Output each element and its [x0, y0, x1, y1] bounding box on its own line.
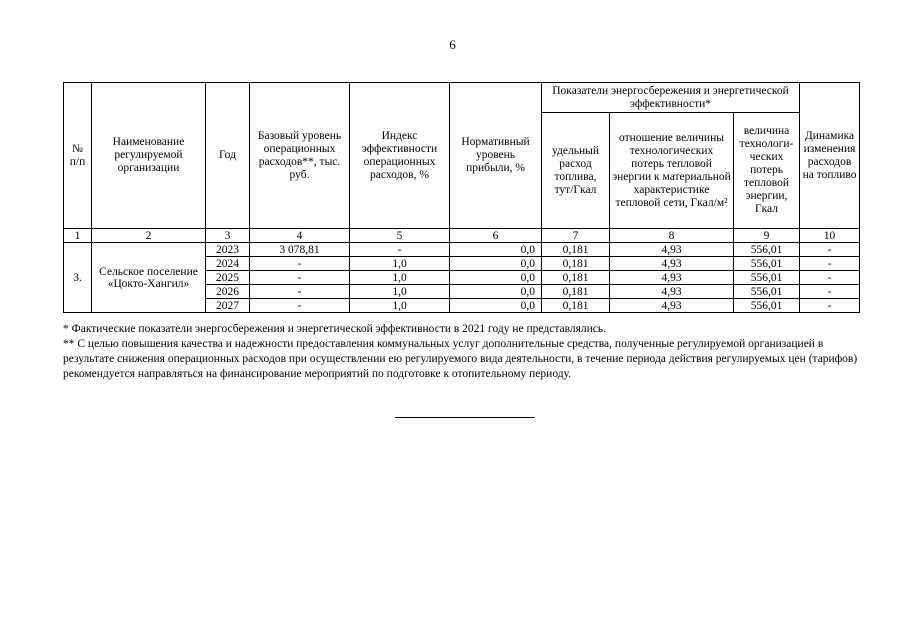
column-number: 1 [64, 229, 92, 243]
year-cell: 2027 [206, 299, 250, 313]
index-cell: 1,0 [350, 271, 450, 285]
dynamics-cell: - [800, 271, 860, 285]
losses-cell: 556,01 [734, 299, 800, 313]
column-number: 2 [92, 229, 206, 243]
footnote-operating-costs: ** С целью повышения качества и надежности предоставления коммунальных услуг дополнительные средства, полученные регулируемой организацией в результате снижения операционных расходов при осуществлении ею регулируемого вида деятельности, в течение периода действия регулируемых цен (тарифов) рекомендуется направляться на финансирование мероприятий по подготовке к отопительному периоду. [63, 338, 858, 380]
base-cell: - [250, 299, 350, 313]
dynamics-cell: - [800, 243, 860, 257]
footnotes [63, 322, 863, 382]
dynamics-cell: - [800, 285, 860, 299]
fuel-cell: 0,181 [542, 285, 610, 299]
column-number: 4 [250, 229, 350, 243]
index-cell: 1,0 [350, 257, 450, 271]
org-number: 3. [64, 243, 92, 313]
group-header: Показатели энергосбережения и энергетической эффективности* [542, 83, 800, 113]
base-cell: - [250, 285, 350, 299]
losses-cell: 556,01 [734, 257, 800, 271]
year-cell: 2025 [206, 271, 250, 285]
column-number: 5 [350, 229, 450, 243]
column-number: 9 [734, 229, 800, 243]
col-fuel-header: удельный расход топлива, тут/Гкал [542, 113, 610, 229]
tariff-table [63, 82, 860, 313]
index-cell: - [350, 243, 450, 257]
year-cell: 2023 [206, 243, 250, 257]
base-cell: - [250, 257, 350, 271]
base-cell: 3 078,81 [250, 243, 350, 257]
footnote-actual-indicators: * Фактические показатели энергосбережения и энергетической эффективности в 2021 году не представлялись. [63, 323, 607, 335]
dynamics-cell: - [800, 299, 860, 313]
col-org-header: Наименование регулируемой организации [92, 83, 206, 229]
page-number: 6 [449, 37, 456, 52]
column-number: 10 [800, 229, 860, 243]
losses-cell: 556,01 [734, 271, 800, 285]
losses-cell: 556,01 [734, 285, 800, 299]
ratio-cell: 4,93 [610, 271, 734, 285]
fuel-cell: 0,181 [542, 299, 610, 313]
losses-cell: 556,01 [734, 243, 800, 257]
ratio-cell: 4,93 [610, 285, 734, 299]
col-year-header: Год [206, 83, 250, 229]
ratio-cell: 4,93 [610, 243, 734, 257]
separator-line [395, 417, 535, 418]
index-cell: 1,0 [350, 285, 450, 299]
dynamics-cell: - [800, 257, 860, 271]
ratio-cell: 4,93 [610, 257, 734, 271]
column-number-row [64, 229, 860, 243]
header-row-1 [64, 83, 860, 113]
col-losses-header: величина технологи-ческих потерь тепловой энергии, Гкал [734, 113, 800, 229]
column-number: 6 [450, 229, 542, 243]
fuel-cell: 0,181 [542, 243, 610, 257]
col-ratio-header: отношение величины технологических потерь тепловой энергии к материальной характеристике тепловой сети, Гкал/м² [610, 113, 734, 229]
column-number: 8 [610, 229, 734, 243]
col-number-header: № п/п [64, 83, 92, 229]
fuel-cell: 0,181 [542, 257, 610, 271]
column-number: 3 [206, 229, 250, 243]
col-dynamics-header: Динамика изменения расходов на топливо [800, 83, 860, 229]
index-cell: 1,0 [350, 299, 450, 313]
table-row [64, 243, 860, 257]
profit-cell: 0,0 [450, 285, 542, 299]
org-name: Сельское поселение «Цокто-Хангил» [92, 243, 206, 313]
profit-cell: 0,0 [450, 299, 542, 313]
col-profit-header: Нормативный уровень прибыли, % [450, 83, 542, 229]
profit-cell: 0,0 [450, 243, 542, 257]
col-index-header: Индекс эффективности операционных расходов, % [350, 83, 450, 229]
profit-cell: 0,0 [450, 271, 542, 285]
ratio-cell: 4,93 [610, 299, 734, 313]
col-base-header: Базовый уровень операционных расходов**, тыс. руб. [250, 83, 350, 229]
fuel-cell: 0,181 [542, 271, 610, 285]
base-cell: - [250, 271, 350, 285]
profit-cell: 0,0 [450, 257, 542, 271]
year-cell: 2024 [206, 257, 250, 271]
column-number: 7 [542, 229, 610, 243]
year-cell: 2026 [206, 285, 250, 299]
